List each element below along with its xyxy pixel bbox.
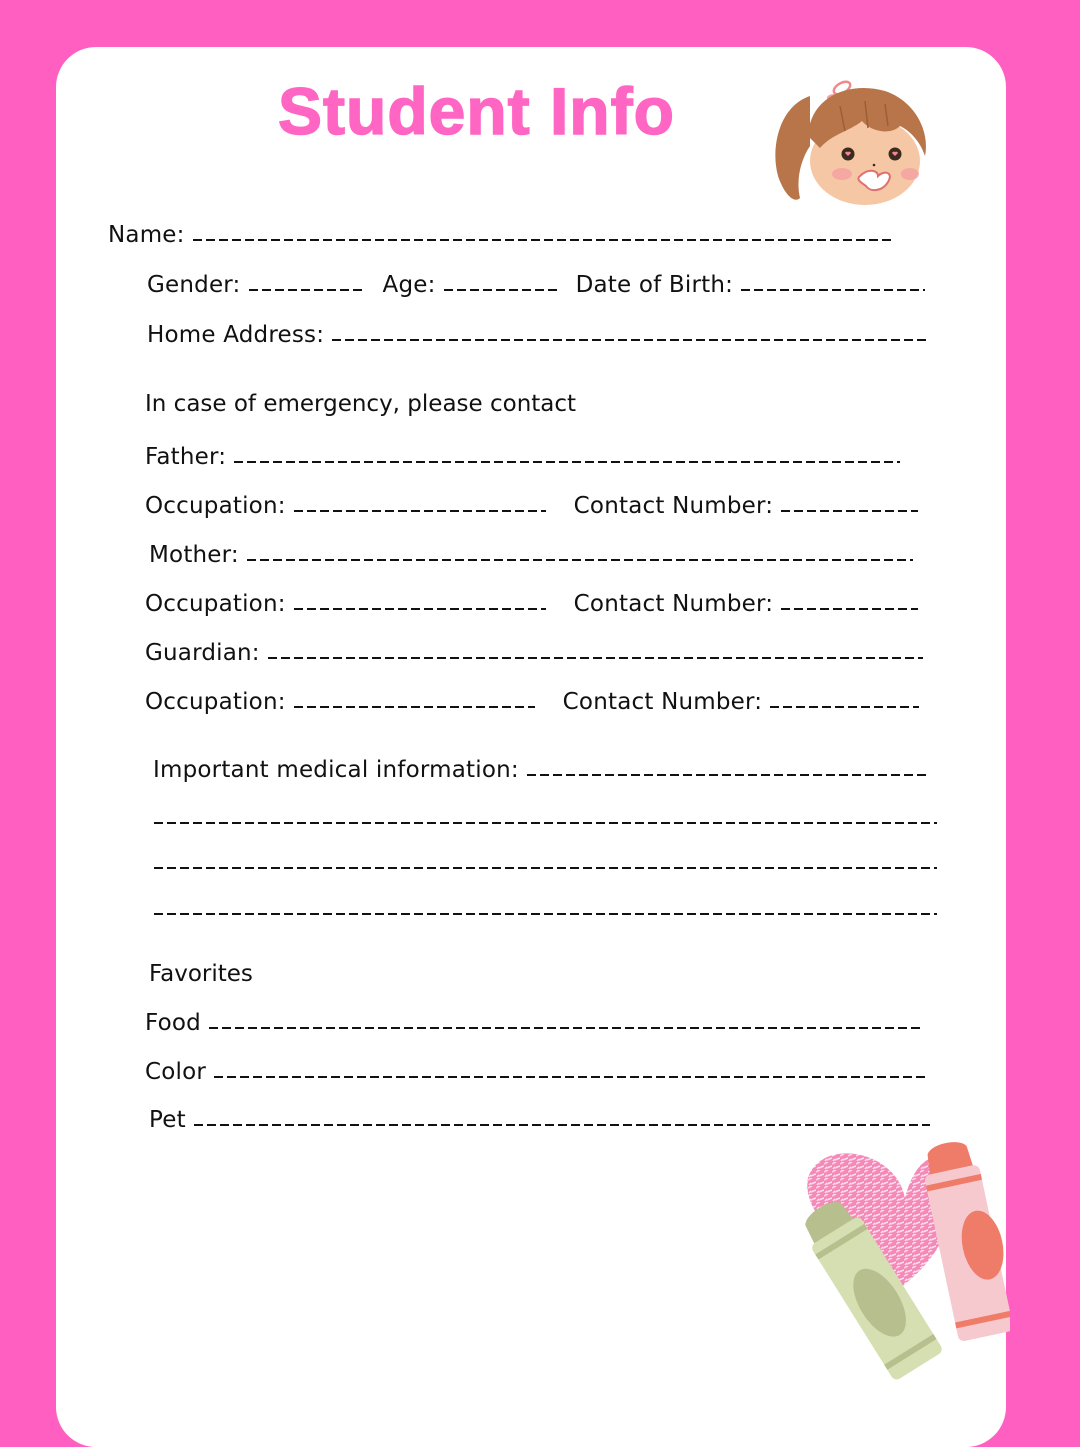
father-label: Father:	[145, 444, 227, 470]
father-occupation-row	[145, 493, 918, 519]
guardian-field-row	[145, 640, 923, 666]
girl-face-icon	[770, 76, 932, 208]
food-label: Food	[145, 1010, 201, 1036]
mother-input-line[interactable]	[247, 559, 913, 561]
address-input-line[interactable]	[332, 339, 930, 341]
gender-label: Gender:	[147, 272, 241, 298]
name-field-row	[108, 222, 893, 248]
medical-extra-line-3[interactable]	[154, 913, 937, 915]
father-occupation-label: Occupation:	[145, 493, 286, 519]
mother-contact-label: Contact Number:	[573, 591, 774, 617]
page-title: Student Info	[278, 74, 675, 148]
pet-input-line[interactable]	[194, 1124, 930, 1126]
guardian-occupation-input-line[interactable]	[294, 706, 535, 708]
crayons-heart-icon	[800, 1138, 1010, 1383]
gender-age-dob-row	[147, 272, 925, 298]
gender-input-line[interactable]	[249, 289, 363, 291]
color-input-line[interactable]	[214, 1076, 926, 1078]
father-input-line[interactable]	[234, 461, 900, 463]
age-input-line[interactable]	[444, 289, 558, 291]
food-input-line[interactable]	[209, 1027, 921, 1029]
mother-occupation-input-line[interactable]	[294, 608, 546, 610]
mother-occupation-label: Occupation:	[145, 591, 286, 617]
pet-label: Pet	[149, 1107, 186, 1133]
father-contact-input-line[interactable]	[781, 510, 918, 512]
name-input-line[interactable]	[193, 239, 893, 241]
address-label: Home Address:	[147, 322, 325, 348]
address-field-row	[147, 322, 930, 348]
medical-label: Important medical information:	[153, 757, 519, 783]
guardian-label: Guardian:	[145, 640, 260, 666]
food-field-row	[145, 1010, 921, 1036]
medical-input-line[interactable]	[527, 774, 929, 776]
medical-extra-line-1[interactable]	[154, 822, 937, 824]
guardian-input-line[interactable]	[268, 657, 923, 659]
father-contact-label: Contact Number:	[573, 493, 774, 519]
father-field-row	[145, 444, 900, 470]
age-label: Age:	[382, 272, 436, 298]
dob-input-line[interactable]	[741, 289, 925, 291]
color-field-row	[145, 1059, 926, 1085]
medical-extra-line-2[interactable]	[154, 867, 937, 869]
dob-label: Date of Birth:	[575, 272, 734, 298]
mother-label: Mother:	[149, 542, 239, 568]
color-label: Color	[145, 1059, 207, 1085]
name-label: Name:	[108, 222, 185, 248]
guardian-occupation-row	[145, 689, 919, 715]
emergency-heading: In case of emergency, please contact	[145, 391, 577, 417]
medical-field-row	[153, 757, 929, 783]
father-occupation-input-line[interactable]	[294, 510, 546, 512]
guardian-occupation-label: Occupation:	[145, 689, 286, 715]
guardian-contact-input-line[interactable]	[770, 706, 919, 708]
guardian-contact-label: Contact Number:	[562, 689, 763, 715]
mother-occupation-row	[145, 591, 918, 617]
favorites-heading: Favorites	[149, 961, 253, 987]
mother-field-row	[149, 542, 913, 568]
pet-field-row	[149, 1107, 930, 1133]
mother-contact-input-line[interactable]	[781, 608, 918, 610]
